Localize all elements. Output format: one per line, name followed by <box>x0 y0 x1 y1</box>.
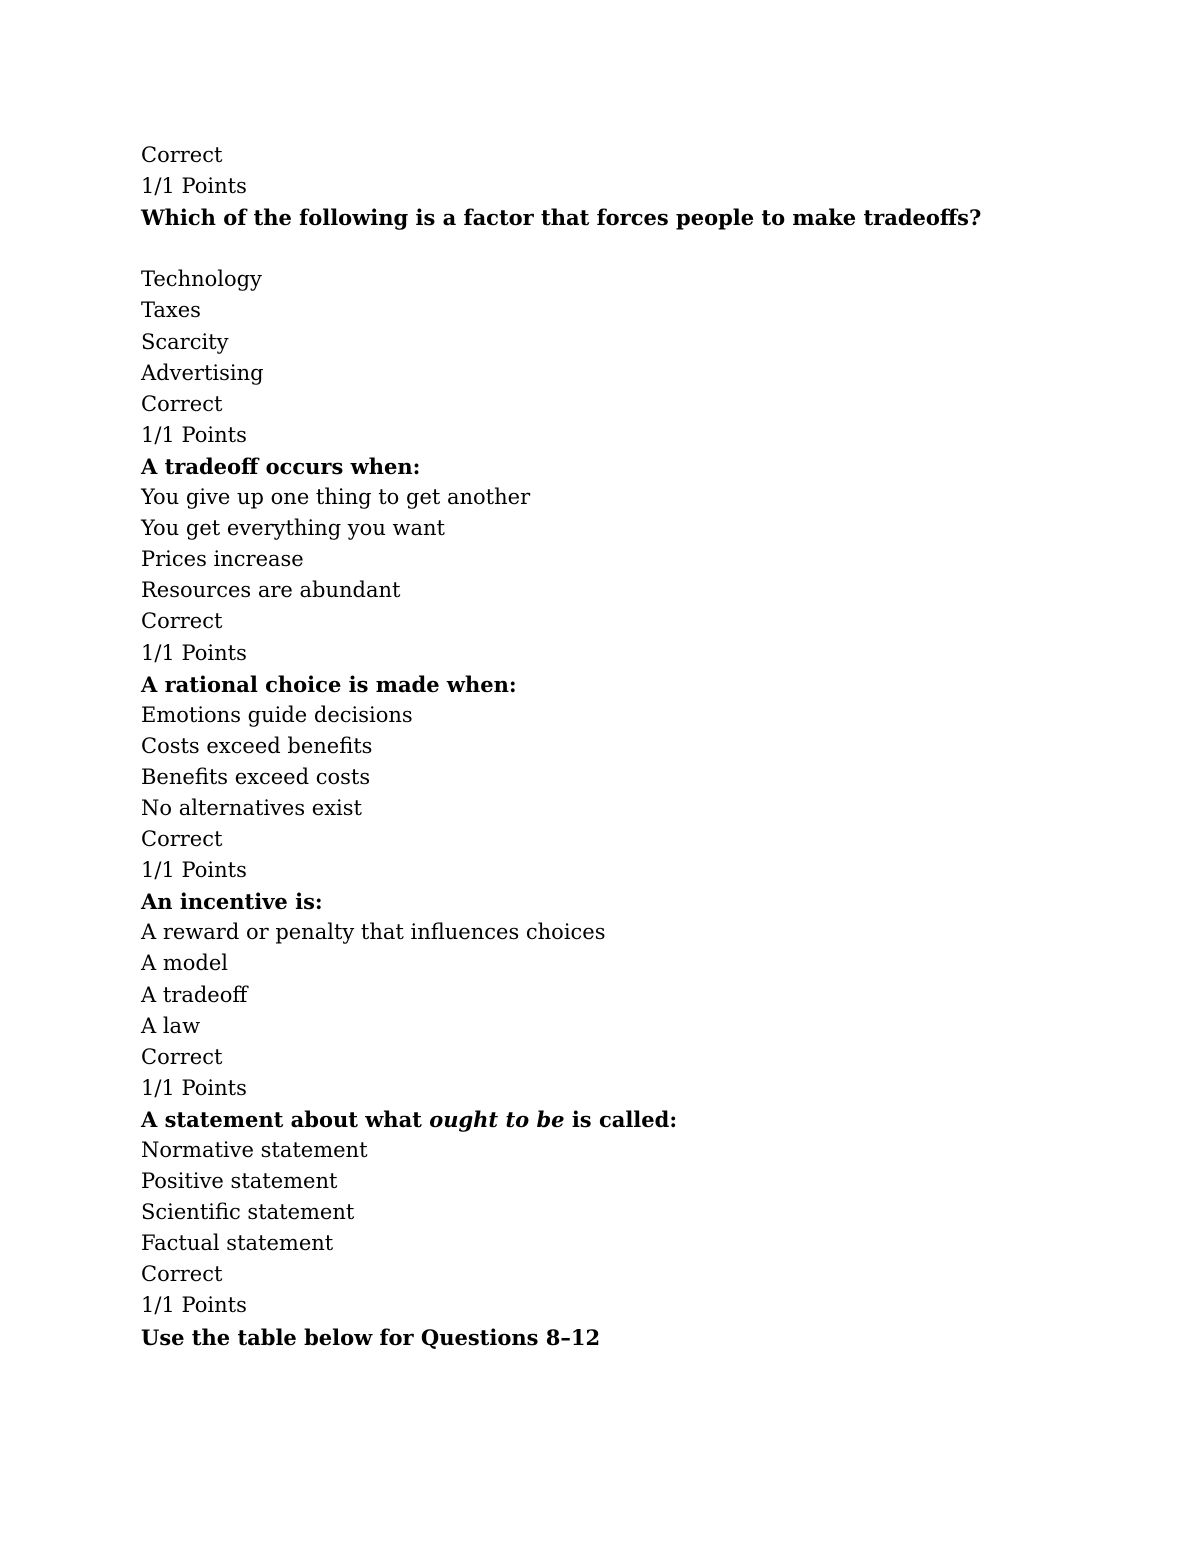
question-block <box>141 606 1141 824</box>
answer-option: Scientific statement <box>141 1200 355 1225</box>
question-text: Which of the following is a factor that forces people to make tradeoffs? <box>141 205 982 231</box>
answer-option: You give up one thing to get another <box>141 485 531 510</box>
question-text <box>141 1104 1141 1135</box>
answer-option: No alternatives exist <box>141 795 362 820</box>
answer-option: A reward or penalty that influences choices <box>141 920 606 945</box>
question-block <box>141 824 1141 1042</box>
answer-option: Benefits exceed costs <box>141 764 371 789</box>
answer-option: A law <box>141 1013 201 1038</box>
question-block <box>141 140 1141 389</box>
points-text: 1/1 Points <box>141 858 247 883</box>
points-text: 1/1 Points <box>141 1293 247 1318</box>
answer-option: Costs exceed benefits <box>141 733 373 758</box>
blank-line <box>141 233 1141 264</box>
document-page <box>141 140 1141 1353</box>
status-text: Correct <box>141 1262 223 1287</box>
answer-option: You get everything you want <box>141 516 445 541</box>
status-text: Correct <box>141 143 223 167</box>
answer-option: Scarcity <box>141 329 229 354</box>
answer-option: Factual statement <box>141 1231 334 1256</box>
status-text: Correct <box>141 827 223 852</box>
status-text: Correct <box>141 1044 223 1069</box>
answer-option: Normative statement <box>141 1138 368 1162</box>
question-text: A tradeoff occurs when: <box>141 453 421 479</box>
points-text: 1/1 Points <box>141 1075 247 1100</box>
answer-option: Technology <box>141 267 262 292</box>
answer-option: A model <box>141 951 228 976</box>
question-text: An incentive is: <box>141 889 323 915</box>
answer-option: A tradeoff <box>141 982 248 1007</box>
question-text-emphasis: ought to be <box>429 1106 565 1132</box>
answer-option: Prices increase <box>141 547 304 572</box>
question-text-before: A statement about what <box>141 1106 430 1132</box>
question-text: A rational choice is made when: <box>141 671 517 697</box>
points-text: 1/1 Points <box>141 174 247 199</box>
question-block <box>141 389 1141 607</box>
answer-option: Resources are abundant <box>141 578 401 603</box>
status-text: Correct <box>141 391 223 416</box>
answer-option: Advertising <box>141 360 264 385</box>
points-text: 1/1 Points <box>141 422 247 447</box>
points-text: 1/1 Points <box>141 640 247 665</box>
question-text: Use the table below for Questions 8–12 <box>141 1324 601 1350</box>
question-block <box>141 1042 1141 1260</box>
answer-option: Positive statement <box>141 1169 338 1194</box>
answer-option: Emotions guide decisions <box>141 702 413 727</box>
answer-option: Taxes <box>141 298 201 323</box>
question-block <box>141 1259 1141 1352</box>
status-text: Correct <box>141 609 223 634</box>
question-text-after: is called: <box>564 1106 678 1132</box>
